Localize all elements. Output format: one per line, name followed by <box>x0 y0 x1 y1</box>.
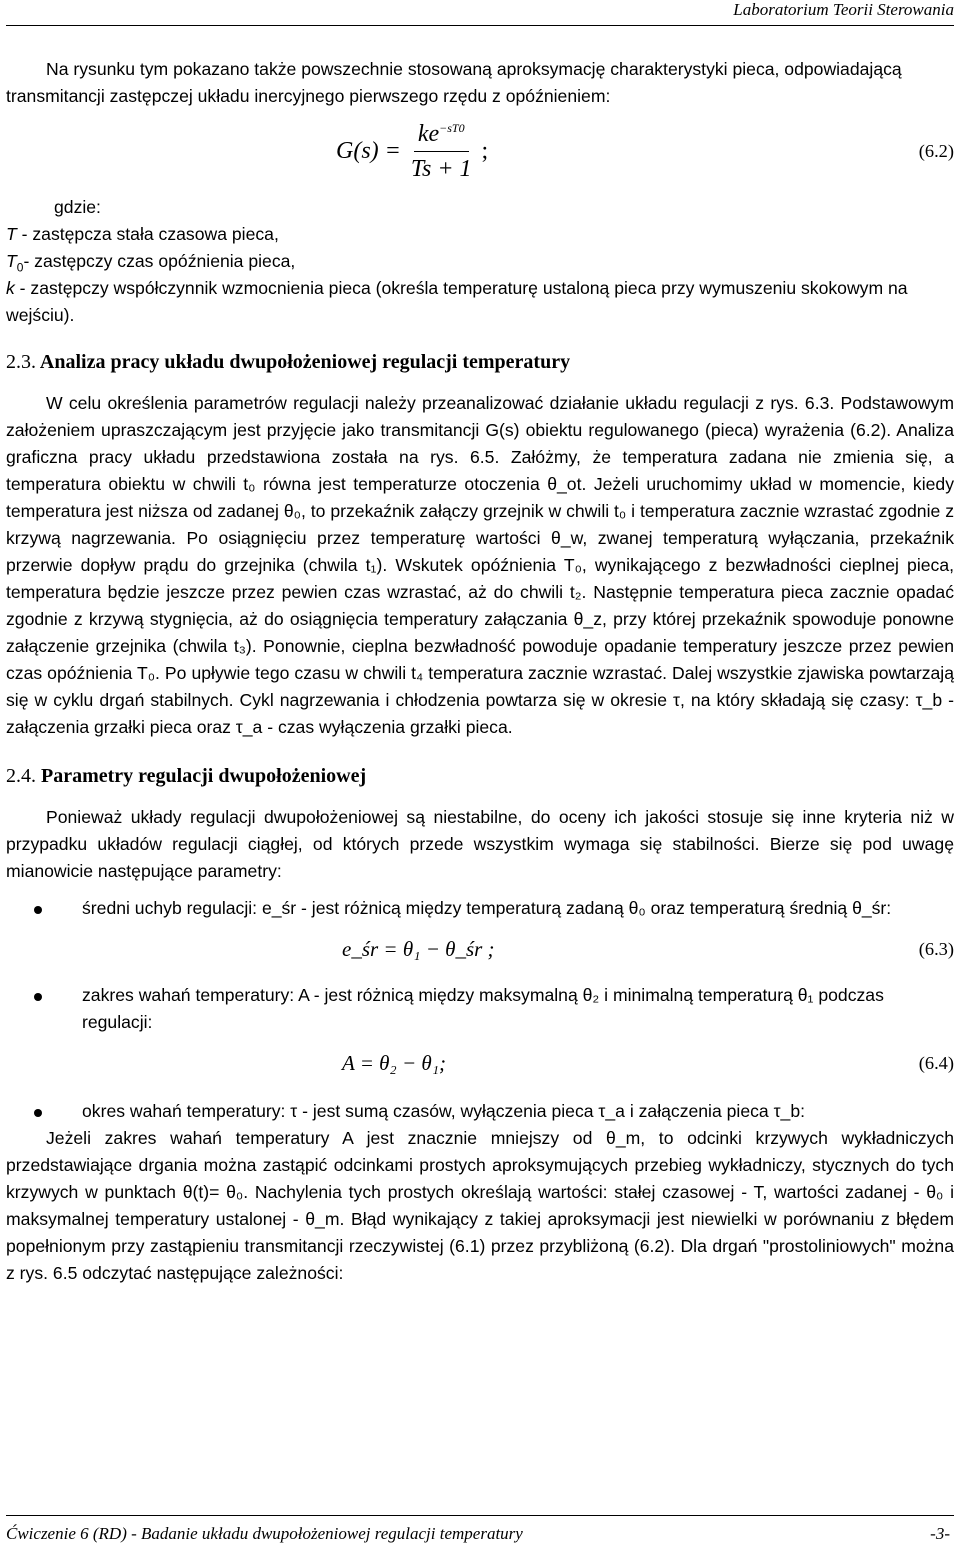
equation-6-2 <box>6 116 954 186</box>
parameter-list-2 <box>6 982 954 1036</box>
page-number: -3- <box>930 1524 950 1543</box>
eq62-tail: ; <box>481 137 489 164</box>
closing-paragraph: Jeżeli zakres wahań temperatury A jest znacznie mniejszy od θ_m, to odcinki krzywych wykładniczych przedstawiające drgania można zastąpić odcinkami prostych aproksymujących przebieg wykładniczy, stycznych do tych krzywych w punktach θ(t)= θ₀. Nachylenia tych prostych określają wartości: stałej czasowej - T, wartości zadanej - θ₀ i maksymalnej temperatury ustalonej - θ_m. Błąd wynikający z takiej aproksymacji jest niewielki w porównaniu z błędem popełnionym przy zastąpieniu transmitancji rzeczywistej (6.1) przez przybliżoną (6.2). Dla drgań "prostoliniowych" można z rys. 6.5 odczytać następujące zależności: <box>6 1128 954 1283</box>
eq62-label: (6.2) <box>918 141 954 161</box>
intro-paragraph: Na rysunku tym pokazano także powszechnie stosowaną aproksymację charakterystyki pieca, odpowiadającą transmitancji zastępczej układu inercyjnego pierwszego rzędu z opóźnieniem: <box>6 59 902 106</box>
eq63-formula: e_śr = θ₁ − θ_śr ; <box>342 937 495 961</box>
page-header: Laboratorium Teorii Sterowania <box>733 0 954 19</box>
section-2-4-heading: 2.4. Parametry regulacji dwupołożeniowej <box>6 765 367 787</box>
footer-rule <box>6 1515 954 1516</box>
equation-6-4 <box>6 1036 954 1092</box>
eq62-denominator: Ts + 1 <box>410 155 472 182</box>
bullet-icon <box>34 1109 42 1117</box>
section-2-3-paragraph: W celu określenia parametrów regulacji należy przeanalizować działanie układu regulacji z rys. 6.3. Podstawowym założeniem upraszczającym jest przyjęcie jako transmitancji G(s) obiektu regulowanego (pieca) wyrażenia (6.2). Analiza graficzna pracy układu przedstawiona została na rys. 6.5. Załóżmy, że temperatura zadana nie zmienia się, a temperatura obiektu w chwili t₀ równa jest temperaturze otoczenia θ_ot. Jeżeli uruchomimy układ w momencie, kiedy temperatura jest niższa od zadanej θ₀, to przekaźnik załączy grzejnik w chwili t₀ i temperatura zacznie wzrastać zgodnie z krzywą nagrzewania. Po osiągnięciu przez temperaturę wartości θ_w, zwanej temperaturą wyłączania, przekaźnik przerwie dopływ prądu do grzejnika (chwila t₁). Wskutek opóźnienia T₀, wynikającego z bezwładności cieplnej pieca, temperatura będzie jeszcze przez pewien czas wzrastać, aż do chwili t₂. Następnie temperatura pieca zacznie opadać zgodnie z krzywą stygnięcia, aż do osiągnięcia temperatury załączania θ_z, przy której przekaźnik spowoduje ponowne załączenie grzejnika (chwila t₃). Ponownie, cieplna bezwładność powoduje opadanie temperatury jeszcze przez pewien czas opóźnienia T₀. Po upływie tego czasu w chwili t₄ temperatura zacznie wzrastać. Dalej wszystkie zjawiska powtarzają się w cyklu drgań stabilnych. Cykl nagrzewania i chłodzenia powtarza się w okresie τ, na który składają się czasy: τ_b - załączenia grzałki pieca oraz τ_a - czas wyłączenia grzałki pieca. <box>6 393 954 737</box>
bullet-icon <box>34 906 42 914</box>
list-item-range: zakres wahań temperatury: A - jest różnicą między maksymalną θ₂ i minimalną temperaturą θ₁ podczas regulacji: <box>6 982 954 1036</box>
where-item-T0: $T_0-$ zastępczy czas opóźnienia pieca, <box>6 251 296 275</box>
eq64-formula: A = θ₂ − θ₁; <box>342 1051 447 1075</box>
bullet-icon <box>34 993 42 1001</box>
eq62-lhs: G(s) = <box>336 137 401 164</box>
document-body <box>6 56 954 1287</box>
section-2-4-paragraph: Ponieważ układy regulacji dwupołożeniowej są niestabilne, do oceny ich jakości stosuje się inne kryteria niż w przypadku układów regulacji ciągłej, od których przede wszystkim wymaga się stabilności. Bierze się pod uwagę mianowicie następujące parametry: <box>6 807 954 881</box>
header-rule <box>6 25 954 26</box>
equation-6-3 <box>6 922 954 978</box>
parameter-list-3 <box>6 1098 954 1125</box>
section-2-3-heading: 2.3. Analiza pracy układu dwupołożeniowej regulacji temperatury <box>6 351 571 373</box>
eq64-label: (6.4) <box>918 1053 954 1073</box>
list-item-mean-error: średni uchyb regulacji: e_śr - jest różnicą między temperaturą zadaną θ₀ oraz temperaturą średnią θ_śr: <box>6 895 954 922</box>
eq63-label: (6.3) <box>918 939 954 959</box>
footer-title: Ćwiczenie 6 (RD) - Badanie układu dwupołożeniowej regulacji temperatury <box>6 1524 523 1543</box>
eq62-numerator: $ke^{-sT0}$ <box>414 119 469 152</box>
eq62-fraction <box>407 119 476 184</box>
where-intro: gdzie: <box>54 197 101 217</box>
transfer-function <box>336 116 488 186</box>
where-block <box>6 194 954 329</box>
where-item-k: k - zastępczy współczynnik wzmocnienia pieca (określa temperaturę ustaloną pieca przy wymuszeniu skokowym na wejściu). <box>6 278 908 325</box>
parameter-list <box>6 895 954 922</box>
list-item-period: okres wahań temperatury: τ - jest sumą czasów, wyłączenia pieca τ_a i załączenia pieca τ_b: <box>6 1098 954 1125</box>
where-item-T: T - zastępcza stała czasowa pieca, <box>6 224 279 244</box>
